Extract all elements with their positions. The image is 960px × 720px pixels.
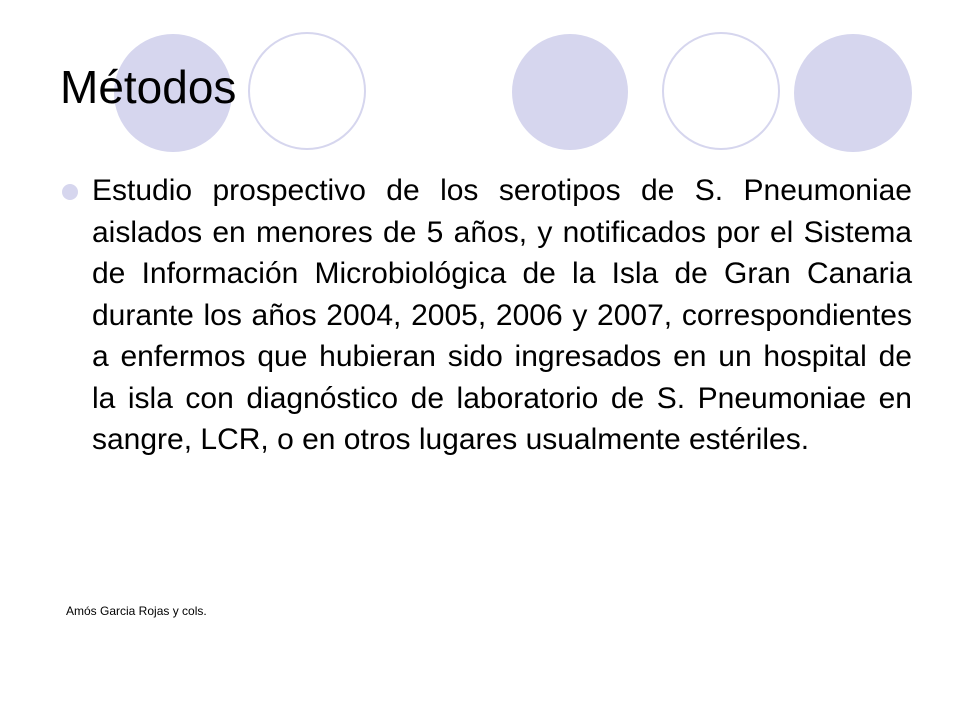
footnote-credit: Amós Garcia Rojas y cols. [66,604,207,618]
decorative-circle-outline [248,32,366,150]
decorative-circle-filled [512,34,628,150]
bullet-list [62,170,912,461]
decorative-circle-filled [794,34,912,152]
bullet-text: Estudio prospectivo de los serotipos de S. Pneumoniae aislados en menores de 5 años, y notificados por el Sistema de Información Microbiológica de la Isla de Gran Canaria durante los años 2004, 2005, 2006 y 2007, correspondientes a enfermos que hubieran sido ingresados en un hospital de la isla con diagnóstico de laboratorio de S. Pneumoniae en sangre, LCR, o en otros lugares usualmente estériles. [92,174,912,456]
bullet-item [62,170,912,461]
decorative-circle-outline [662,32,780,150]
bullet-dot-icon [62,184,78,200]
slide-title: Métodos [60,61,237,113]
